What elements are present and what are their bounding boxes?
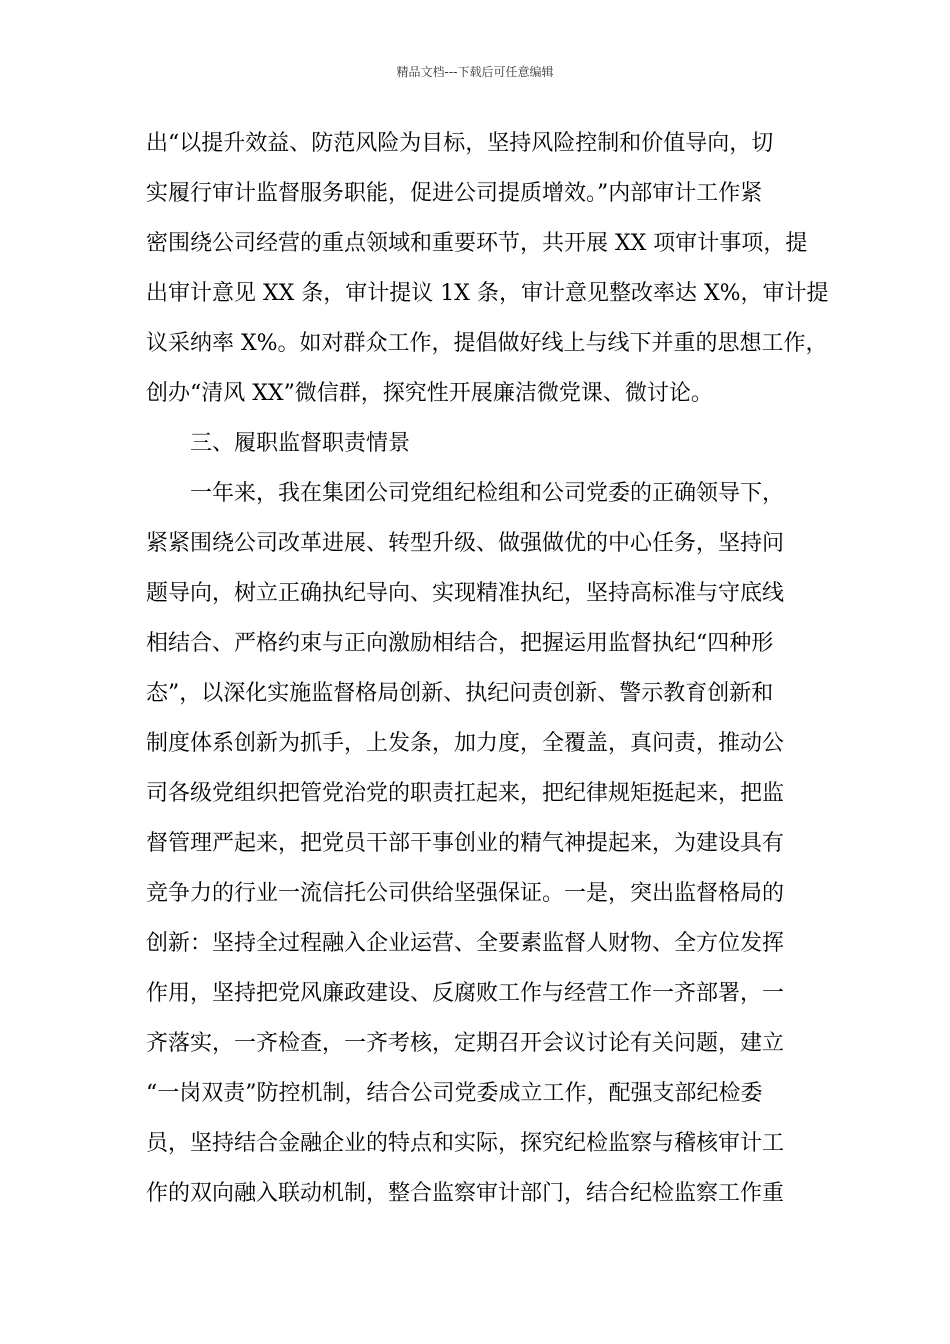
text-line: 出审计意见 XX 条，审计提议 1X 条，审计意见整改率达 X%，审计提 (146, 281, 829, 306)
page-header: 精品文档---下载后可任意编辑 (396, 65, 554, 79)
text-line: 司各级党组织把管党治党的职责扛起来，把纪律规矩挺起来，把监 (146, 781, 785, 806)
section-heading: 三、履职监督职责情景 (190, 431, 411, 456)
text-line: 创办“清风 XX”微信群，探究性开展廉洁微党课、微讨论。 (146, 381, 713, 406)
text-line: 议采纳率 X%。如对群众工作，提倡做好线上与线下并重的思想工作， (146, 331, 828, 356)
text-line: “一岗双责”防控机制，结合公司党委成立工作，配强支部纪检委 (146, 1081, 763, 1106)
text-line: 制度体系创新为抓手，上发条，加力度，全覆盖，真问责，推动公 (146, 731, 785, 756)
text-line: 实履行审计监督服务职能，促进公司提质增效。”内部审计工作紧 (146, 181, 763, 206)
text-line: 竞争力的行业一流信托公司供给坚强保证。一是，突出监督格局的 (146, 881, 785, 906)
text-line: 出“以提升效益、防范风险为目标，坚持风险控制和价值导向，切 (146, 131, 774, 156)
text-line: 作的双向融入联动机制，整合监察审计部门，结合纪检监察工作重 (146, 1181, 785, 1206)
text-line: 态”，以深化实施监督格局创新、执纪问责创新、警示教育创新和 (146, 681, 774, 706)
text-line: 督管理严起来，把党员干部干事创业的精气神提起来，为建设具有 (146, 831, 785, 856)
text-line: 创新：坚持全过程融入企业运营、全要素监督人财物、全方位发挥 (146, 931, 785, 956)
text-line: 题导向，树立正确执纪导向、实现精准执纪，坚持高标准与守底线 (146, 581, 785, 606)
text-line: 齐落实，一齐检查，一齐考核，定期召开会议讨论有关问题，建立 (146, 1031, 785, 1056)
text-line: 作用，坚持把党风廉政建设、反腐败工作与经营工作一齐部署，一 (146, 981, 785, 1006)
text-line: 相结合、严格约束与正向激励相结合，把握运用监督执纪“四种形 (146, 631, 774, 656)
text-line: 员，坚持结合金融企业的特点和实际，探究纪检监察与稽核审计工 (146, 1131, 785, 1156)
text-line: 密围绕公司经营的重点领域和重要环节，共开展 XX 项审计事项，提 (146, 231, 808, 256)
text-line: 紧紧围绕公司改革进展、转型升级、做强做优的中心任务，坚持问 (146, 531, 785, 556)
text-line: 一年来，我在集团公司党组纪检组和公司党委的正确领导下， (190, 481, 785, 506)
